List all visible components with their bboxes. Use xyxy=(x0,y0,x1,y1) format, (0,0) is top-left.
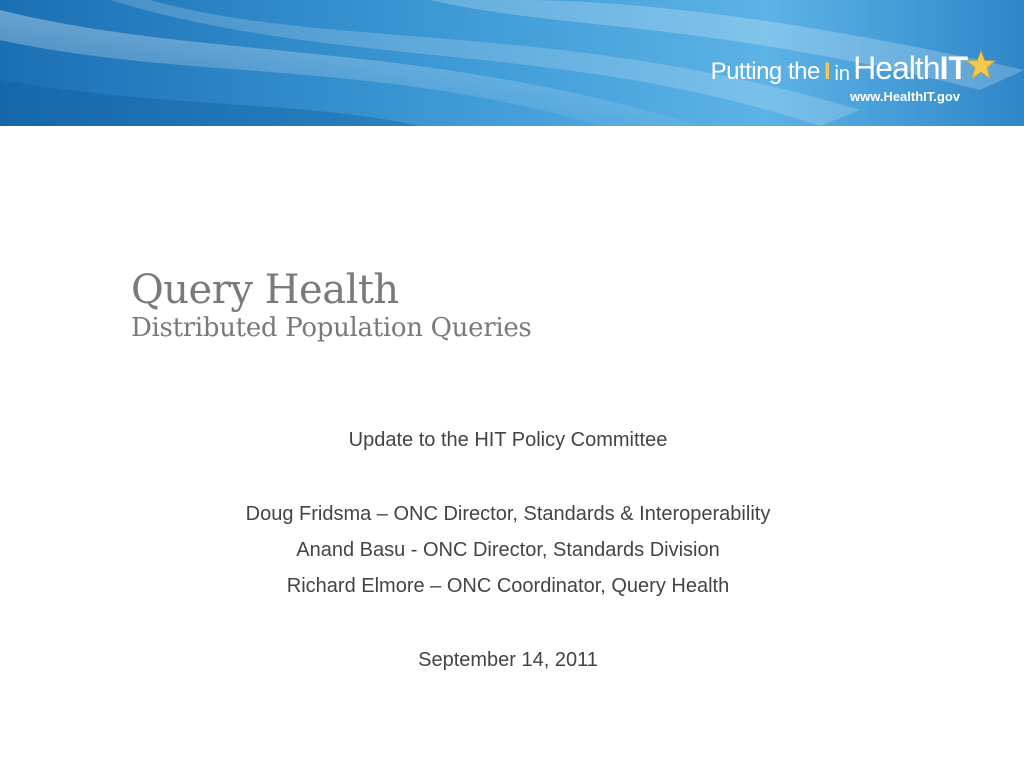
spacer xyxy=(0,604,1016,642)
logo-wordmark xyxy=(696,50,996,84)
date-line: September 14, 2011 xyxy=(418,649,598,671)
logo-i-text: I xyxy=(823,58,831,85)
update-line: Update to the HIT Policy Committee xyxy=(348,429,668,451)
header-banner xyxy=(0,0,1024,126)
slide-subtitle: Distributed Population Queries xyxy=(131,313,532,343)
logo-putting-text: Putting the xyxy=(710,58,820,85)
presenter-line: Anand Basu - ONC Director, Standards Division xyxy=(296,539,720,561)
title-block xyxy=(131,268,951,346)
slide-title: Query Health xyxy=(131,267,399,313)
spacer xyxy=(0,458,1016,496)
star-icon xyxy=(966,50,996,80)
logo-in-text: in xyxy=(834,63,851,85)
healthit-logo xyxy=(696,50,996,112)
logo-it-text: IT xyxy=(939,50,968,86)
logo-health-text: Health xyxy=(853,50,940,86)
slide-body xyxy=(0,422,1016,678)
logo-url: www.HealthIT.gov xyxy=(849,89,960,104)
presenter-line: Richard Elmore – ONC Coordinator, Query Health xyxy=(286,575,730,597)
presenter-line: Doug Fridsma – ONC Director, Standards & Interoperability xyxy=(245,503,771,525)
